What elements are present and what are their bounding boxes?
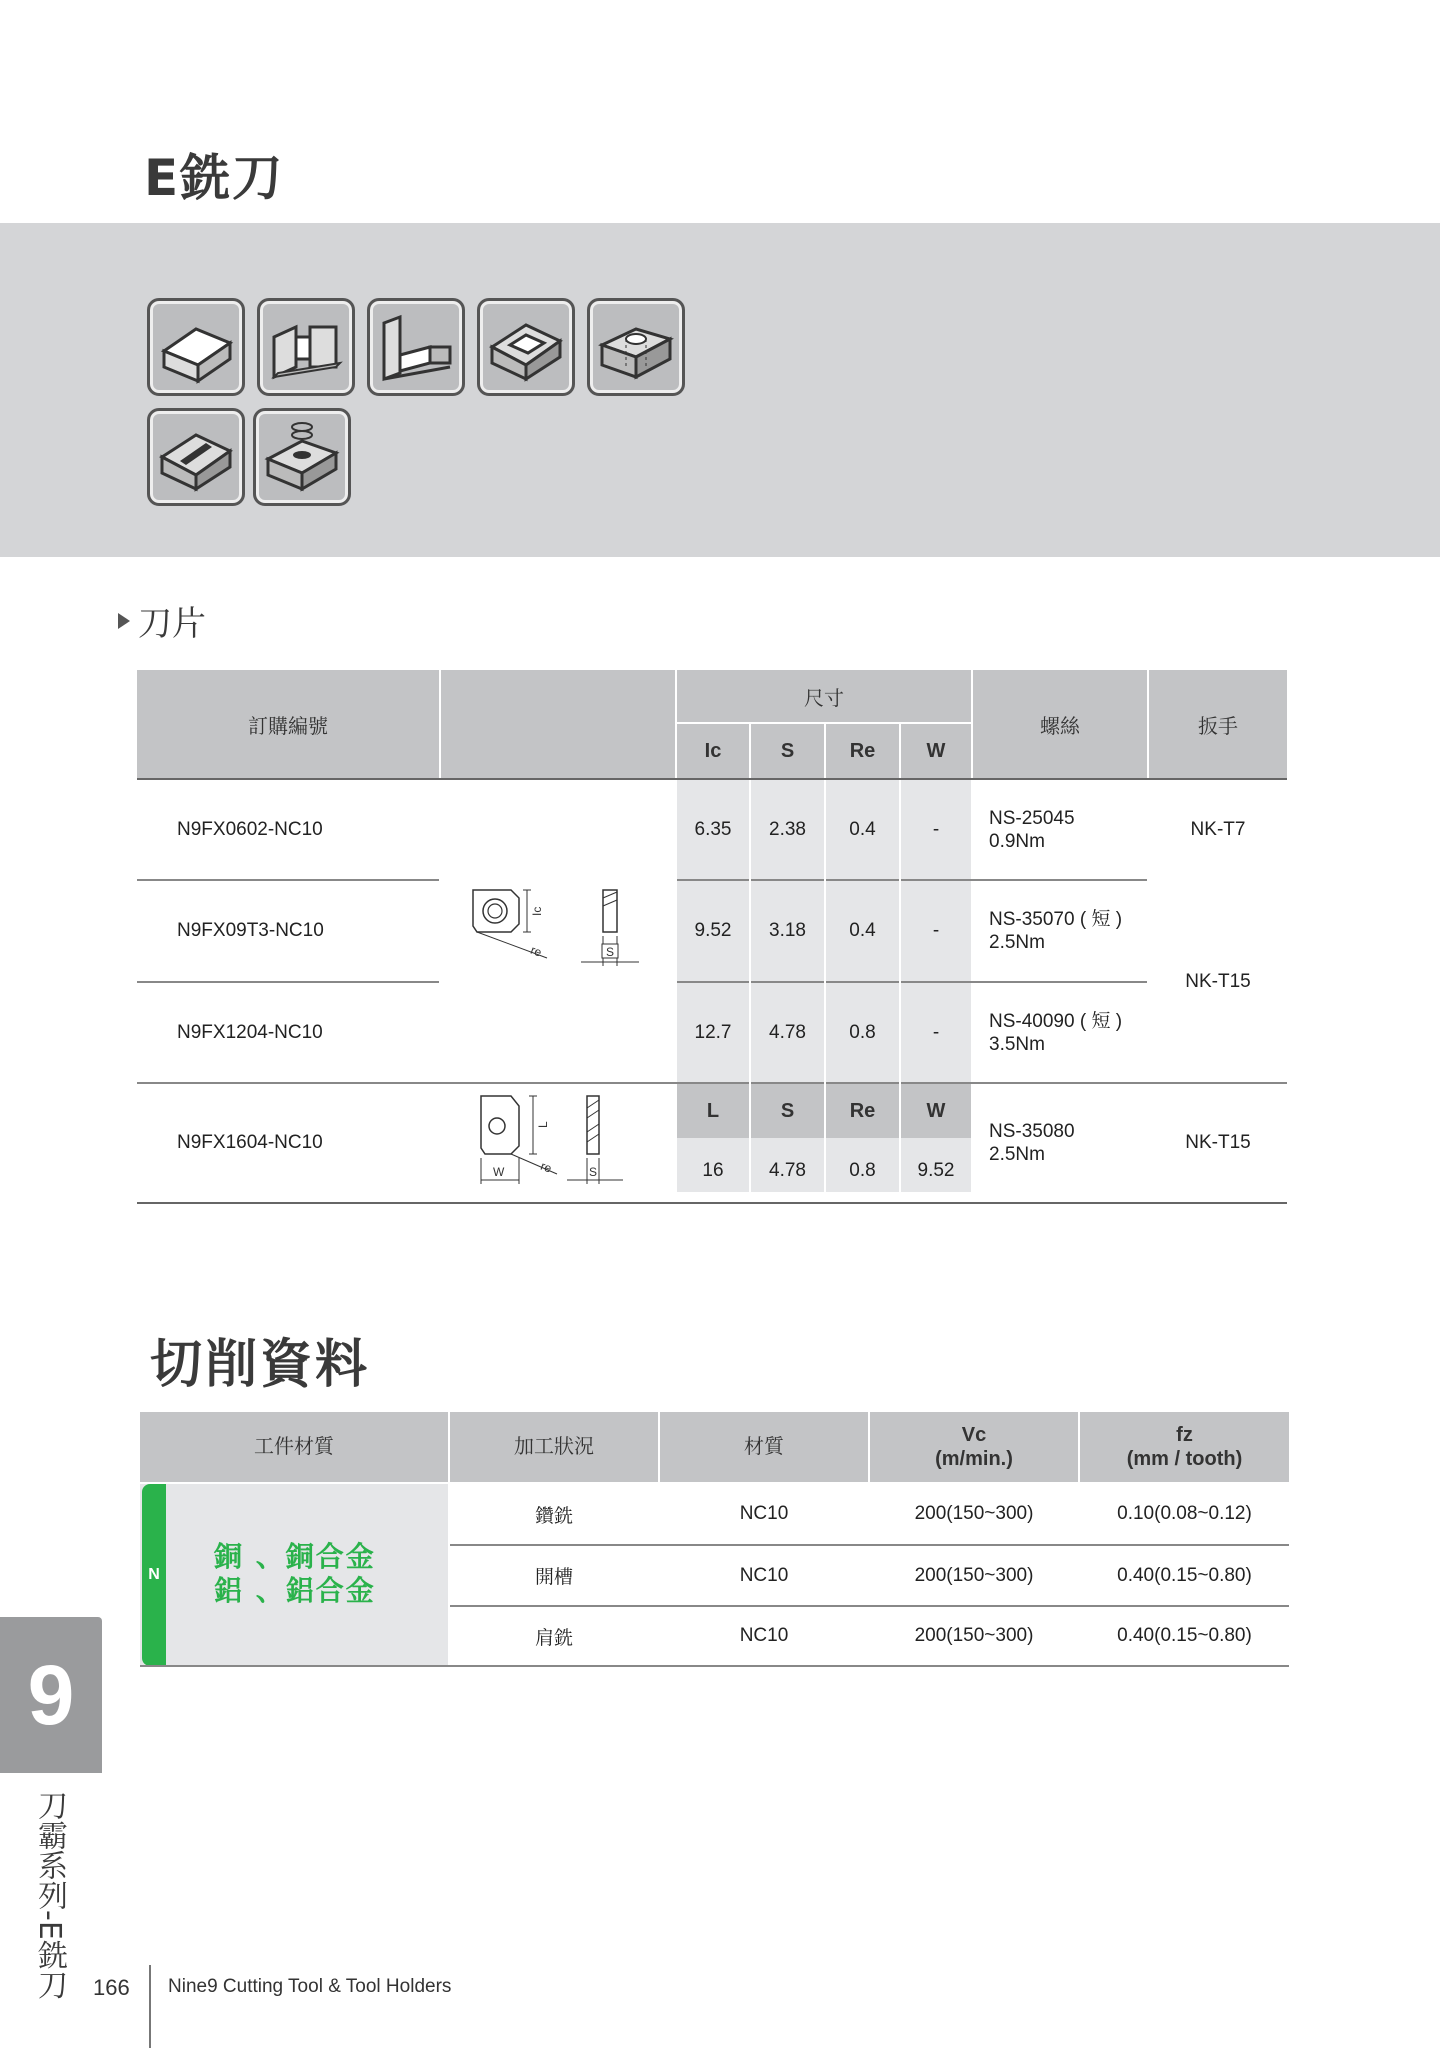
- header-grade: 材質: [660, 1412, 868, 1482]
- order-no-row-3: N9FX1204-NC10: [177, 1021, 323, 1043]
- grade-row-3: NC10: [739, 1625, 789, 1646]
- screw-code: NS-35080: [989, 1121, 1075, 1142]
- section-inserts-title: 刀片: [138, 604, 206, 644]
- grade-row-2: NC10: [739, 1564, 789, 1586]
- header-wrench: 扳手: [1149, 670, 1287, 778]
- material-line-2: 鋁 、鋁合金: [214, 1574, 376, 1607]
- material-group-tag: N: [142, 1484, 166, 1666]
- s-row-3: 4.78: [769, 1021, 806, 1043]
- pocket-milling-icon: [477, 298, 575, 396]
- header-fz: fz (mm / tooth): [1080, 1412, 1289, 1482]
- square-insert-diagram: [467, 880, 657, 980]
- re-row-2: 0.4: [849, 920, 876, 941]
- header-re-2: Re: [826, 1084, 899, 1138]
- screw-torque: 2.5Nm: [989, 1144, 1045, 1165]
- vc-row-3: 200(150~300): [914, 1625, 1034, 1646]
- dim-label-ic: Ic: [530, 906, 544, 916]
- w-row-4: 9.52: [917, 1160, 955, 1181]
- screw-row-3: [989, 983, 1147, 1082]
- drilling-icon: [587, 298, 685, 396]
- rectangular-insert-diagram: [467, 1088, 657, 1192]
- operation-row-1: 鑽銑: [534, 1505, 573, 1527]
- cutting-data-title: 切削資料: [150, 1335, 371, 1395]
- header-vc: Vc (m/min.): [870, 1412, 1078, 1482]
- dim-label-w: W: [493, 1165, 505, 1179]
- material-line-1: 銅 、銅合金: [214, 1540, 376, 1573]
- wrench-row-2-3: NK-T15: [1185, 970, 1251, 992]
- header-operation: 加工狀況: [450, 1412, 658, 1482]
- vc-row-2: 200(150~300): [914, 1564, 1034, 1586]
- footer-company: Nine9 Cutting Tool & Tool Holders: [168, 1976, 452, 1997]
- header-ic: Ic: [677, 724, 749, 778]
- triangle-bullet-icon: [118, 613, 130, 629]
- header-workpiece-material: 工件材質: [140, 1412, 448, 1482]
- header-s: S: [751, 724, 824, 778]
- fz-row-1: 0.10(0.08~0.12): [1117, 1503, 1252, 1524]
- header-w-2: W: [901, 1084, 971, 1138]
- re-row-1: 0.4: [849, 818, 876, 840]
- ramping-icon: [147, 408, 245, 506]
- header-screw: 螺絲: [973, 670, 1147, 778]
- order-no-row-2: N9FX09T3-NC10: [177, 920, 324, 941]
- header-dimensions: 尺寸: [677, 670, 971, 722]
- order-no-row-1: N9FX0602-NC10: [177, 818, 323, 840]
- footer-divider: [149, 1965, 151, 2048]
- header-re: Re: [826, 724, 899, 778]
- screw-torque: 2.5Nm: [989, 932, 1045, 953]
- s-row-2: 3.18: [769, 920, 806, 941]
- re-row-3: 0.8: [849, 1021, 876, 1043]
- ic-row-1: 6.35: [694, 818, 732, 840]
- cutting-data-table: [140, 1412, 1289, 1667]
- helical-milling-icon: [253, 408, 351, 506]
- page-number: 166: [93, 1975, 130, 2000]
- screw-code: NS-40090 ( 短 ): [989, 1010, 1123, 1032]
- screw-row-2: [989, 881, 1147, 981]
- screw-torque: 0.9Nm: [989, 830, 1045, 852]
- s-row-4: 4.78: [769, 1160, 806, 1181]
- chapter-number-tab: 9: [0, 1617, 102, 1773]
- l-row-4: 16: [702, 1160, 724, 1181]
- dim-label-l: L: [536, 1121, 550, 1128]
- w-row-1: -: [932, 818, 940, 840]
- dim-label-s-2: S: [589, 1165, 598, 1179]
- dim-label-re: re: [528, 942, 544, 960]
- wrench-row-4: NK-T15: [1185, 1132, 1251, 1153]
- header-s-2: S: [751, 1084, 824, 1138]
- re-row-4: 0.8: [849, 1160, 876, 1181]
- order-no-row-4: N9FX1604-NC10: [177, 1132, 323, 1153]
- vc-row-1: 200(150~300): [914, 1503, 1034, 1524]
- header-diagram: [441, 670, 675, 778]
- ic-row-3: 12.7: [694, 1021, 732, 1043]
- shoulder-milling-icon: [367, 298, 465, 396]
- chapter-side-label: 刀霸系列-E銑刀: [32, 1790, 67, 2000]
- material-names: [214, 1540, 376, 1608]
- wrench-row-1: NK-T7: [1190, 818, 1246, 840]
- fz-row-3: 0.40(0.15~0.80): [1117, 1625, 1252, 1646]
- grade-row-1: NC10: [739, 1503, 789, 1524]
- header-order-no: 訂購編號: [137, 670, 439, 778]
- operation-row-3: 肩銑: [534, 1627, 573, 1649]
- page-title: E銑刀: [144, 149, 285, 207]
- slot-milling-icon: [257, 298, 355, 396]
- screw-torque: 3.5Nm: [989, 1033, 1045, 1055]
- header-l: L: [677, 1084, 749, 1138]
- w-row-2: -: [932, 920, 940, 941]
- header-w: W: [901, 724, 971, 778]
- dim-label-re-2: re: [538, 1158, 554, 1176]
- inserts-table: [137, 670, 1287, 1205]
- dim-label-s: S: [606, 945, 615, 959]
- screw-row-1: [989, 780, 1147, 879]
- screw-code: NS-25045: [989, 807, 1075, 829]
- face-milling-icon: [147, 298, 245, 396]
- w-row-3: -: [932, 1021, 940, 1043]
- section-inserts-heading: [118, 596, 206, 645]
- ic-row-2: 9.52: [694, 920, 732, 941]
- s-row-1: 2.38: [769, 818, 806, 840]
- fz-row-2: 0.40(0.15~0.80): [1117, 1564, 1252, 1586]
- screw-code: NS-35070 ( 短 ): [989, 909, 1123, 930]
- operation-row-2: 開槽: [534, 1567, 573, 1588]
- screw-row-4: [989, 1084, 1147, 1202]
